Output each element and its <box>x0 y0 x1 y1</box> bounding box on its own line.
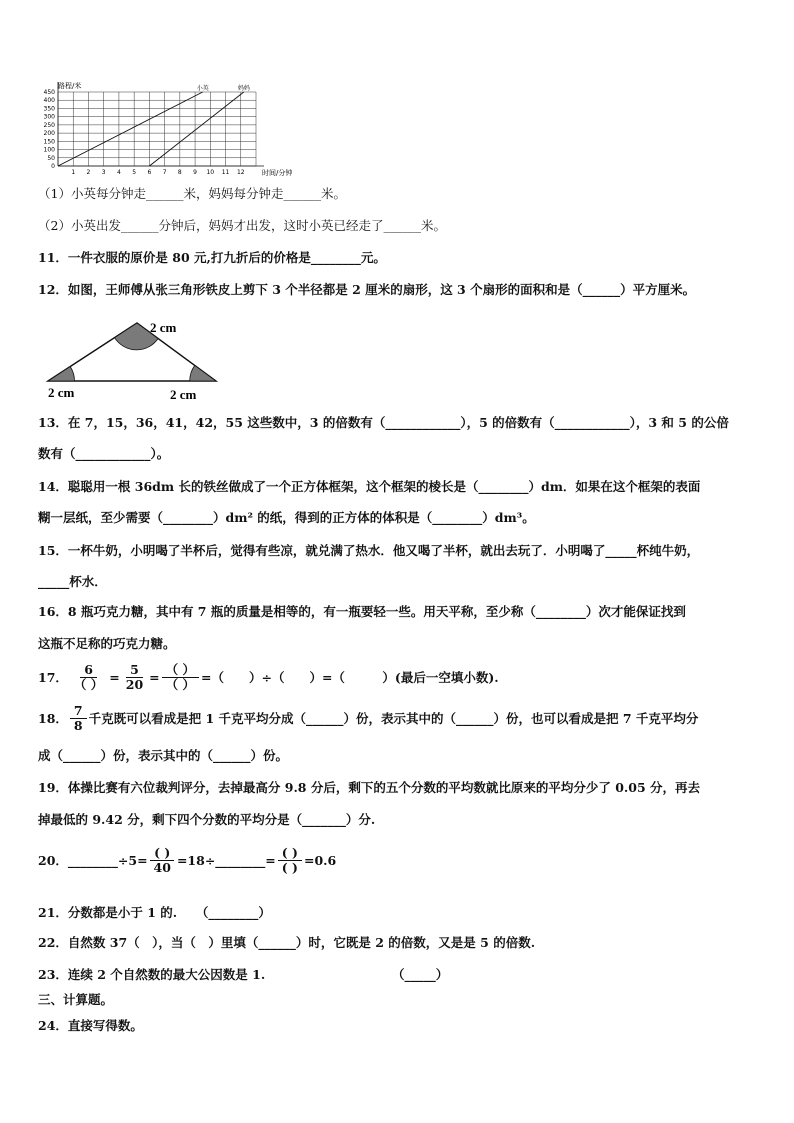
y-tick-label: 300 <box>43 113 55 121</box>
label-left-radius: 2 cm <box>48 385 75 400</box>
question-24: 24．直接写得数。 <box>38 1018 143 1033</box>
question-19-line2: 掉最低的 9.42 分，剩下四个分数的平均分是（_______）分. <box>38 812 376 827</box>
y-tick-label: 400 <box>43 97 55 105</box>
distance-time-chart <box>30 78 293 178</box>
section-3-heading: 三、计算题。 <box>38 992 114 1007</box>
q20-f2-den: ( ) <box>281 860 298 875</box>
question-20 <box>38 846 336 875</box>
x-tick-label: 10 <box>206 169 215 176</box>
q18-fraction <box>70 704 87 733</box>
question-13-line1: 13．在 7，15，36，41，42，55 这些数中，3 的倍数有（____________），5 的倍数有（____________），3 和 5 的公倍 <box>38 415 729 430</box>
question-18-line2: 成（______）份，表示其中的（______）份。 <box>38 748 289 763</box>
question-21: 21．分数都是小于 1 的. （________） <box>38 905 271 920</box>
q17-f2-den: 20 <box>125 677 144 692</box>
q17-fraction-1 <box>70 663 107 692</box>
series-line <box>149 92 243 166</box>
series-label: 小英 <box>196 85 209 92</box>
question-13-line2: 数有（____________）。 <box>38 446 170 461</box>
y-axis-label: 路程/米 <box>58 82 82 90</box>
y-tick-labels <box>44 89 56 170</box>
series-line <box>58 92 203 166</box>
y-tick-label: 50 <box>47 154 55 162</box>
x-axis-label: 时间/分钟 <box>262 169 293 177</box>
question-23: 23．连续 2 个自然数的最大公因数是 1. <box>38 967 266 982</box>
x-tick-label: 11 <box>221 169 230 176</box>
q17-f3-den: （ ） <box>165 677 195 692</box>
q17-prefix: 17． <box>38 669 68 685</box>
question-11: 11．一件衣服的原价是 80 元,打九折后的价格是________元。 <box>38 250 386 265</box>
x-tick-label: 2 <box>86 169 91 176</box>
q17-eq2: = <box>149 669 160 685</box>
q20-mid: =18÷________= <box>176 852 276 868</box>
q17-f1-den: （ ） <box>73 677 104 692</box>
question-18-line1 <box>38 704 698 733</box>
series-label: 妈妈 <box>237 85 250 92</box>
x-tick-label: 3 <box>101 169 106 176</box>
q17-eq: = <box>109 669 120 685</box>
question-16-line2: 这瓶不足称的巧克力糖。 <box>38 636 176 651</box>
question-16-line1: 16．8 瓶巧克力糖，其中有 7 瓶的质量是相等的，有一瓶要轻一些。用天平称，至少称（________）次才能保证找到 <box>38 604 686 619</box>
q17-tail: =（ ）÷（ ）=（ ）(最后一空填小数). <box>201 669 499 685</box>
question-22: 22．自然数 37（ ），当（ ）里填（______）时，它既是 2 的倍数，又是是 5 的倍数. <box>38 935 536 950</box>
question-15-line1: 15．一杯牛奶，小明喝了半杯后，觉得有些凉，就兑满了热水．他又喝了半杯，就出去玩了．小明喝了_____杯纯牛奶， <box>38 543 700 558</box>
q20-prefix: 20．________÷5= <box>38 852 148 868</box>
sector-left <box>48 367 75 382</box>
chart-grid <box>58 82 264 166</box>
label-right-radius: 2 cm <box>170 387 197 402</box>
question-15-line2: _____杯水． <box>38 574 107 589</box>
q10-part2: （2）小英出发______分钟后，妈妈才出发，这时小英已经走了______米。 <box>38 218 446 233</box>
question-14-line2: 糊一层纸，至少需要（________）dm² 的纸，得到的正方体的体积是（________）dm³。 <box>38 510 535 525</box>
q18-den: 8 <box>73 718 83 733</box>
q20-f1-den: 40 <box>153 860 171 875</box>
x-tick-label: 7 <box>162 169 167 176</box>
x-tick-label: 8 <box>177 169 182 176</box>
question-14-line1: 14．聪聪用一根 36dm 长的铁丝做成了一个正方体框架，这个框架的棱长是（________）dm．如果在这个框架的表面 <box>38 479 701 494</box>
triangle-sector-figure <box>44 318 234 402</box>
q17-fraction-3 <box>162 663 199 692</box>
question-17 <box>38 663 499 692</box>
x-tick-label: 6 <box>147 169 152 176</box>
sector-right <box>190 365 216 381</box>
y-tick-label: 0 <box>51 163 55 170</box>
q18-text: 千克既可以看成是把 1 千克平均分成（______）份，表示其中的（______）份，也可以看成是把 7 千克平均分 <box>88 710 699 726</box>
x-tick-label: 9 <box>193 169 197 176</box>
q17-f3-num: （ ） <box>162 663 199 678</box>
question-23-blank: （_____） <box>392 967 449 982</box>
q20-fraction-1 <box>150 846 175 875</box>
x-tick-label: 12 <box>236 169 245 176</box>
q17-fraction-2 <box>122 663 147 692</box>
x-tick-label: 4 <box>117 169 121 176</box>
y-tick-label: 250 <box>43 121 55 129</box>
label-top-radius: 2 cm <box>150 320 177 335</box>
question-12: 12．如图，王师傅从张三角形铁皮上剪下 3 个半径都是 2 厘米的扇形，这 3 个扇形的面积和是（______）平方厘米。 <box>38 282 696 297</box>
q10-part1: （1）小英每分钟走______米，妈妈每分钟走______米。 <box>38 186 346 201</box>
y-tick-label: 350 <box>43 105 55 113</box>
q17-f1-num: 6 <box>80 663 97 678</box>
q20-f1-num: ( ) <box>150 846 174 861</box>
y-tick-label: 200 <box>43 130 55 138</box>
y-tick-label: 450 <box>43 89 55 96</box>
q18-prefix: 18． <box>38 710 68 726</box>
q18-num: 7 <box>70 704 87 719</box>
x-tick-label: 5 <box>132 169 137 176</box>
question-19-line1: 19．体操比赛有六位裁判评分，去掉最高分 9.8 分后，剩下的五个分数的平均数就比原来的平均分少了 0.05 分，再去 <box>38 780 700 795</box>
q20-f2-num: ( ) <box>278 846 302 861</box>
y-tick-label: 100 <box>43 146 55 154</box>
q20-tail: =0.6 <box>303 852 337 868</box>
q17-f2-num: 5 <box>126 663 143 678</box>
y-tick-label: 150 <box>43 138 55 146</box>
x-tick-labels <box>71 169 244 176</box>
q20-fraction-2 <box>278 846 302 875</box>
x-tick-label: 1 <box>71 169 76 176</box>
